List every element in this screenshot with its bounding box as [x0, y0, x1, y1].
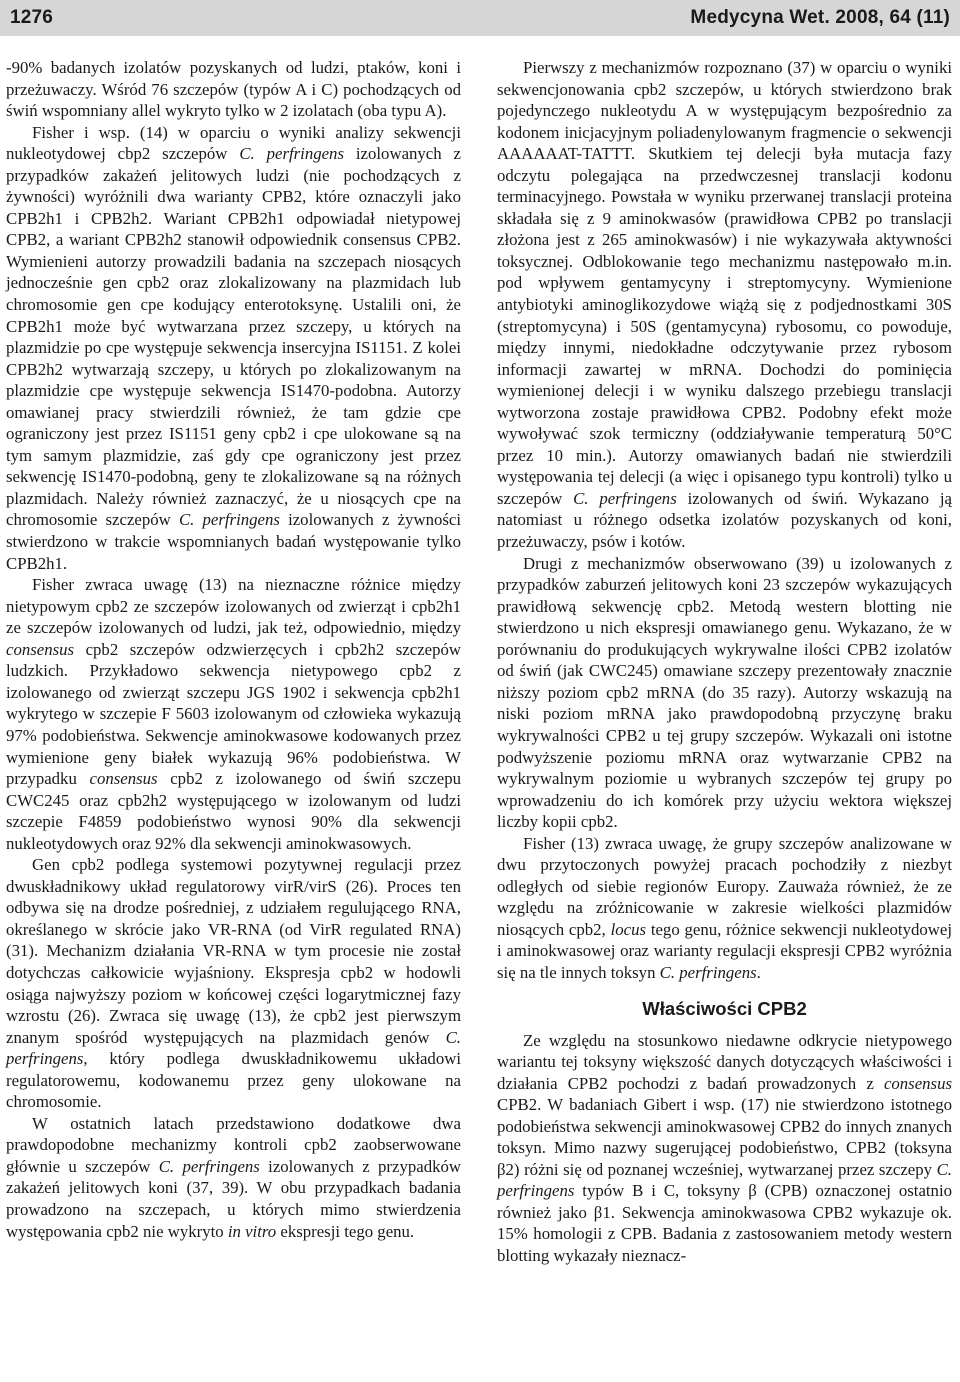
text-run: Fisher (13) zwraca uwagę, że grupy szczepów analizowane w dwu przytoczonych powyżej pracach pochodziły z niezbyt odległych od siebie regionów Europy. Zauważa również, że ze względu na zróżnicowanie w zakresie wielkości plazmidów niosących cpb2, [497, 833, 952, 939]
text-run: ekspresji tego genu. [276, 1221, 415, 1241]
text-run: CPB2. W badaniach Gibert i wsp. (17) nie stwierdzono istotnego podobieństwa sekwencji aminokwasowej CPB2 do innych znanych toksyn. Mimo nazwy sugerującej podobieństwo, CPB2 (toksyna β2) różni się od poznanej wcześniej, wytwarzanej przez szczepy [497, 1095, 952, 1179]
italic-text: C. perfringens [239, 144, 344, 164]
paragraph [497, 553, 952, 833]
text-run: Pierwszy z mechanizmów rozpoznano (37) w oparciu o wyniki sekwencjonowania cpb2 szczepów, u których stwierdzono brak pojedynczego nukleotydu A w występującym bezpośrednio za kodonem inicjacyjnym poliadenylowanym fragmencie o sekwencji AAAAAAT-TATTT. Skutkiem tej delecji była mutacja fazy odczytu polegająca na przedwczesnej translacji kodonu terminacyjnego. Powstała w wyniku przerwanej translacji proteina składała się z 9 aminokwasów (prawidłowa CPB2 po translacji złożona jest z 265 aminokwasów) i nie wykazywała aktywności toksycznej. Odblokowanie tego mechanizmu następowało m.in. pod wpływem gentamycyny i streptomycyny. Wymienione antybiotyki aminoglikozydowe wiążą się z podjednostkami 30S (streptomycyna) i 50S (gentamycyna) rybosomu, co powoduje, między innymi, niedokładne odczytywanie przez rybosom informacji zawartej w mRNA. Dochodzi do pominięcia wymienionej delecji i w wyniku dalszego przebiegu translacji wytworzona zostaje prawidłowa CPB2. Podobny efekt może wywoływać szok termiczny (oddziaływanie temperaturą 50°C przez 10 min.). Autorzy omawianych badań nie stwierdzili występowania tej delecji (a więc i opisanego typu kontroli) tylko u szczepów [497, 58, 952, 508]
text-run: Ze względu na stosunkowo niedawne odkrycie nietypowego wariantu tej toksyny większość danych dotyczących właściwości i działania CPB2 pochodzi z badań prowadzonych z [497, 1030, 952, 1093]
paragraph [6, 574, 461, 854]
italic-text: consensus [883, 1073, 952, 1093]
text-run: -90% badanych izolatów pozyskanych od ludzi, ptaków, koni i przeżuwaczy. Wśród 76 szczepów (typów A i C) pochodzących od świń wspomniany allel wykryto tylko w 2 izolatach (oba typu A). [6, 58, 461, 121]
text-run: Gen cpb2 podlega systemowi pozytywnej regulacji przez dwuskładnikowy układ regulatorowy virR/virS (26). Proces ten odbywa się na drodze pośredniej, z udziałem regulującego RNA, określanego w skrócie jako VR-RNA (od VirR regulated RNA) (31). Mechanizm działania VR-RNA w tym procesie nie został dotychczas całkowicie wyjaśniony. Ekspresja cpb2 w hodowli osiąga najwyższy poziom w końcowej części logarytmicznej fazy wzrostu (26). Zwraca się uwagę (13), że cpb2 jest pierwszym znanym spośród występujących na plazmidach genów [6, 855, 461, 1047]
text-run: izolowanych z przypadków zakażeń jelitowych koni (37, 39). W obu przypadkach badania prowadzono na szczepach, u których mimo stwierdzenia występowania cpb2 nie wykryto [6, 1156, 461, 1241]
paragraph [6, 57, 461, 122]
paragraph [497, 833, 952, 984]
text-run: , który podlega dwuskładnikowemu układowi regulatorowemu, kodowanemu przez geny ulokowane na chromosomie. [6, 1049, 461, 1112]
text-run: tego genu, różnice sekwencji nukleotydowej i aminokwasowej oraz warianty regulacji ekspresji CPB2 wyróżnia się na tle innych toksyn [497, 919, 953, 982]
italic-text: C. perfringens [573, 488, 677, 508]
italic-text: C. perfringens [6, 1027, 461, 1069]
text-run: . [756, 962, 761, 982]
italic-text: C. perfringens [158, 1156, 260, 1176]
right-text-column [497, 57, 952, 1267]
paragraph [497, 57, 952, 553]
text-run: typów B i C, toksyny β (CPB) oznaczonej ostatnio również jako β1. Sekwencja aminokwasowa CPB2 wykazuje ok. 15% homologii z CPB. Badania z zastosowaniem metody western blotting wykazały nieznacz- [497, 1181, 952, 1265]
text-run: izolowanych z żywności stwierdzono w trakcie wspomnianych badań występowanie tylko CPB2h1. [6, 510, 461, 573]
section-heading: Właściwości CPB2 [642, 997, 807, 1019]
italic-text: locus [610, 919, 646, 939]
paragraph [6, 1113, 461, 1242]
italic-text: C. perfringens [178, 510, 280, 530]
text-run: izolowanych od świń. Wykazano ją natomiast u różnego odsetka izolatów pozyskanych od koni, przeżuwaczy, psów i kotów. [497, 488, 952, 552]
text-run: cpb2 z izolowanego od świń szczepu CWC245 oraz cpb2h2 występującego w izolowanym od ludzi szczepie F4859 podobieństwo wynosi 90% dla sekwencji nukleotydowych oraz 92% dla sekwencji aminokwasowych. [6, 769, 461, 853]
italic-text: C. perfringens [497, 1159, 952, 1201]
text-run: izolowanych z przypadków zakażeń jelitowych ludzi (nie pochodzących z żywności) wyróżnili dwa warianty CPB2, które oznaczyli jako CPB2h1 i CPB2h2. Wariant CPB2h1 odpowiadał nietypowej CPB2, a wariant CPB2h2 stanowił odpowiednik consensus CPB2. Wymienieni autorzy prowadzili badania na szczepach niosących jednocześnie gen cpb2 oraz zlokalizowany na plazmidach lub chromosomie gen cpe kodujący enterotoksynę. Ustalili oni, że CPB2h1 może być wytwarzana przez szczepy, u których na plazmidzie po cpe występuje sekwencja insercyjna IS1151. Z kolei CPB2h2 wytwarzają szczepy, u których po zlokalizowanym na plazmidzie cpe występuje sekwencja IS1470-podobna. Autorzy omawianej pracy stwierdzili również, że tam gdzie cpe ograniczony jest przez IS1151 geny cpb2 i cpe ulokowane są na tym samym plazmidzie, zaś gdy cpe ograniczony jest przez sekwencję IS1470-podobną, geny te zlokalizowane są na różnych plazmidach. Należy również zaznaczyć, że u niosących cpe na chromosomie szczepów [6, 144, 461, 530]
italic-text: in vitro [227, 1221, 277, 1241]
text-run: W ostatnich latach przedstawiono dodatkowe dwa prawdopodobne mechanizmy kontroli cpb2 zaobserwowane głównie u szczepów [6, 1113, 461, 1176]
italic-text: consensus [6, 639, 75, 659]
page-number: 1276 [10, 7, 54, 28]
paragraph [6, 122, 461, 574]
paragraph [6, 854, 461, 1113]
journal-citation: Medycyna Wet. 2008, 64 (11) [690, 7, 950, 28]
text-run: cpb2 szczepów odzwierzęcych i cpb2h2 szczepów ludzkich. Przykładowo sekwencja nietypowego cpb2 z izolowanego od zwierząt szczepu JGS 1902 i sekwencja cpb2h1 wykrytego w szczepie F 5603 izolowanym od człowieka wykazują 97% podobieństwa. Sekwencje aminokwasowe kodowanych przez wymienione geny białek wykazują 96% podobieństwa. W przypadku [6, 639, 461, 789]
running-header [0, 0, 960, 36]
text-run: Fisher zwraca uwagę (13) na nieznaczne różnice między nietypowym cpb2 ze szczepów izolowanych od zwierząt i cpb2h1 ze szczepów izolowanych od ludzi, jak też, odpowiednio, między [6, 575, 461, 638]
left-text-column [6, 57, 461, 1242]
text-run: Fisher i wsp. (14) w oparciu o wyniki analizy sekwencji nukleotydowej cbp2 szczepów [6, 122, 461, 164]
italic-text: consensus [89, 769, 158, 789]
paragraph [497, 1030, 952, 1267]
italic-text: C. perfringens [659, 962, 757, 982]
text-run: Drugi z mechanizmów obserwowano (39) u izolowanych z przypadków zaburzeń jelitowych koni 23 szczepów wykazujących prawidłową sekwencję cpb2. Metodą western blotting nie stwierdzono u nich ekspresji omawianego genu. Wykazano, że w porównaniu do produkujących wykrywalne ilości CPB2 izolatów od świń (jak CWC245) omawiane szczepy prezentowały znacznie niższy poziom cpb2 mRNA (do 35 razy). Autorzy wskazują na niski poziom mRNA jako prawdopodobną przyczynę braku wykrywalności CPB2 u tej grupy szczepów. Wykazali oni istotne podwyższenie poziomu mRNA oraz wytwarzanie CPB2 na wykrywalnym poziomie u wybranych szczepów tej grupy po wprowadzeniu do ich komórek przy użyciu wektora większej liczby kopii cpb2. [497, 553, 952, 832]
